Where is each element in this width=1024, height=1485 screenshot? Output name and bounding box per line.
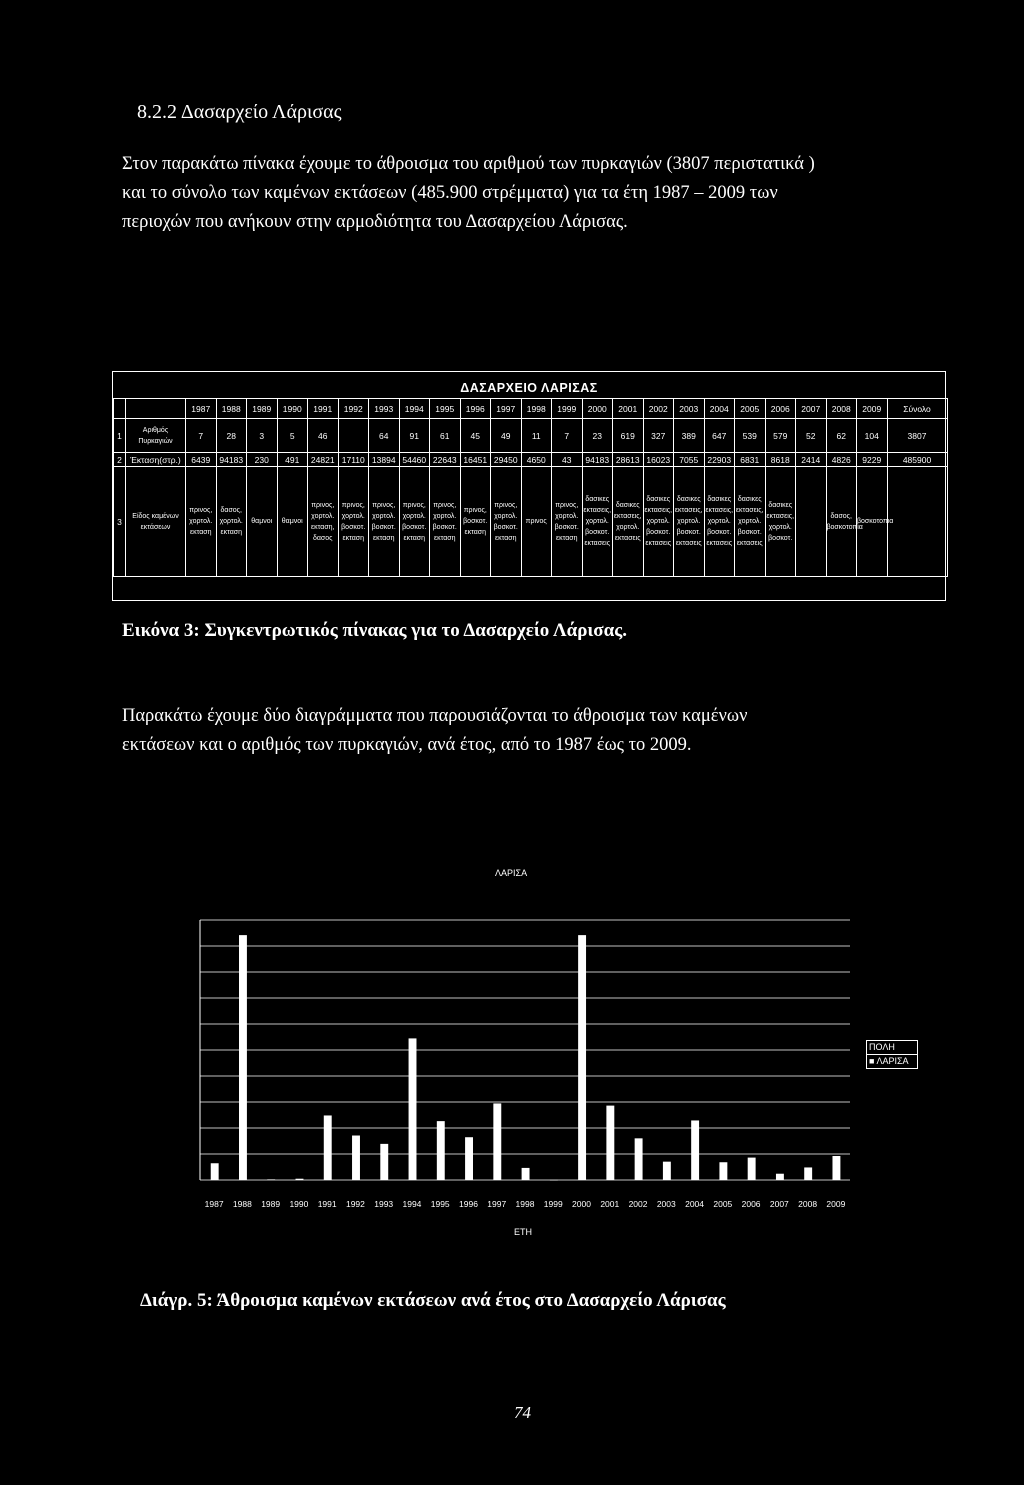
x-axis-label: ΕΤΗ (514, 1227, 532, 1237)
table-cell: πρινος, χορτολ. βοσκοτ. εκταση (430, 467, 461, 577)
x-tick-label: 2007 (769, 1199, 789, 1209)
year-header: 2003 (674, 399, 705, 419)
bar (267, 1179, 275, 1180)
table-cell: πρινος, βοσκοτ. εκταση (460, 467, 491, 577)
bar (550, 1180, 558, 1181)
table-cell: πρινος, χορτολ. βοσκοτ. εκταση (399, 467, 430, 577)
table-cell: 619 (613, 419, 644, 453)
table-cell: 647 (704, 419, 735, 453)
table-cell: 491 (277, 453, 308, 467)
table-cell: 62 (826, 419, 857, 453)
x-tick-label: 2006 (741, 1199, 761, 1209)
row-number: 2 (114, 453, 126, 467)
table-cell: 13894 (369, 453, 400, 467)
table-row (114, 467, 948, 577)
table-cell: πρινος, χορτολ. βοσκοτ. εκταση (369, 467, 400, 577)
bar (719, 1162, 727, 1180)
year-header: 1997 (491, 399, 522, 419)
year-header: 2002 (643, 399, 674, 419)
x-tick-label: 2009 (826, 1199, 846, 1209)
row-total (887, 467, 947, 577)
bar (296, 1179, 304, 1180)
table-cell: 52 (796, 419, 827, 453)
table-cell: 327 (643, 419, 674, 453)
table-cell: 61 (430, 419, 461, 453)
header-blank (114, 399, 126, 419)
table-cell: 2414 (796, 453, 827, 467)
table-cell: 389 (674, 419, 705, 453)
table-cell: 28 (216, 419, 247, 453)
table-cell: βοσκοτοπια (857, 467, 888, 577)
x-tick-label: 1988 (232, 1199, 252, 1209)
table-cell: 17110 (338, 453, 369, 467)
table-cell: πρινος, χορτολ. βοσκοτ. εκταση (552, 467, 583, 577)
bar (437, 1121, 445, 1180)
table-cell: πρινος, χορτολ. βοσκοτ. εκταση (491, 467, 522, 577)
x-tick-label: 1989 (261, 1199, 281, 1209)
year-header: 2000 (582, 399, 613, 419)
table-title: ΔΑΣΑΡΧΕΙΟ ΛΑΡΙΣΑΣ (460, 381, 598, 395)
year-header: 2009 (857, 399, 888, 419)
row-number: 1 (114, 419, 126, 453)
bar (663, 1162, 671, 1180)
bar (691, 1120, 699, 1180)
figure-caption: Εικόνα 3: Συγκεντρωτικός πίνακας για το Δασαρχείο Λάρισας. (122, 620, 627, 641)
table-cell: 54460 (399, 453, 430, 467)
table-cell: 16023 (643, 453, 674, 467)
table-cell: 24821 (308, 453, 339, 467)
year-header: 2007 (796, 399, 827, 419)
row-total: 3807 (887, 419, 947, 453)
x-tick-label: 1997 (487, 1199, 507, 1209)
row-number: 3 (114, 467, 126, 577)
x-tick-label: 1990 (289, 1199, 309, 1209)
table-cell: 579 (765, 419, 796, 453)
year-header: 1998 (521, 399, 552, 419)
row-label: Είδος καμένων εκτάσεων (126, 467, 186, 577)
summary-table (113, 398, 948, 577)
table-cell: 94183 (216, 453, 247, 467)
intro-paragraph (122, 150, 902, 237)
x-tick-label: 2000 (572, 1199, 591, 1209)
bar (635, 1138, 643, 1180)
year-header: 2005 (735, 399, 766, 419)
bar (578, 935, 586, 1180)
table-cell: δασικες εκτασεις, χορτολ. βοσκοτ. εκτασεις (735, 467, 766, 577)
x-tick-label: 1998 (515, 1199, 535, 1209)
table-cell: δασικες εκτασεις, χορτολ. εκτασεις (613, 467, 644, 577)
table-cell: δασικες εκτασεις, χορτολ. βοσκοτ. εκτασεις (674, 467, 705, 577)
section-heading: 8.2.2 Δασαρχείο Λάρισας (137, 101, 342, 123)
year-header: 2001 (613, 399, 644, 419)
table-cell: 94183 (582, 453, 613, 467)
summary-table-frame (112, 371, 946, 601)
table-cell: δασικες εκτασεις, χορτολ. βοσκοτ. εκτασεις (643, 467, 674, 577)
table-cell: 5 (277, 419, 308, 453)
table-cell: 11 (521, 419, 552, 453)
year-header: 1987 (186, 399, 217, 419)
x-tick-label: 2008 (798, 1199, 818, 1209)
year-header: 1989 (247, 399, 278, 419)
x-tick-label: 1992 (345, 1199, 365, 1209)
table-cell: 22643 (430, 453, 461, 467)
year-header: 1990 (277, 399, 308, 419)
table-cell: 4826 (826, 453, 857, 467)
table-cell: 539 (735, 419, 766, 453)
x-tick-label: 1991 (317, 1199, 337, 1209)
table-cell: δασος, βοσκοτοπια (826, 467, 857, 577)
x-tick-label: 2002 (628, 1199, 648, 1209)
year-header: 1992 (338, 399, 369, 419)
year-header: 2006 (765, 399, 796, 419)
bar (804, 1167, 812, 1180)
table-cell: 43 (552, 453, 583, 467)
x-tick-label: 2005 (713, 1199, 733, 1209)
bar (522, 1168, 530, 1180)
year-header: 1995 (430, 399, 461, 419)
table-cell: πρινος (521, 467, 552, 577)
table-cell: 46 (308, 419, 339, 453)
table-cell: 49 (491, 419, 522, 453)
table-cell: 8618 (765, 453, 796, 467)
table-cell: 29450 (491, 453, 522, 467)
table-cell: 7 (552, 419, 583, 453)
table-cell: 23 (582, 419, 613, 453)
bar (239, 935, 247, 1180)
table-cell: 45 (460, 419, 491, 453)
table-cell: 104 (857, 419, 888, 453)
row-total: 485900 (887, 453, 947, 467)
table-cell: 91 (399, 419, 430, 453)
x-tick-label: 1987 (204, 1199, 224, 1209)
table-cell (796, 467, 827, 577)
table-cell: δασικες εκτασεις, χορτολ. βοσκοτ. εκτασεις (582, 467, 613, 577)
total-header: Σύνολο (887, 399, 947, 419)
year-header: 2008 (826, 399, 857, 419)
table-cell: 4650 (521, 453, 552, 467)
table-cell: θαμνοι (277, 467, 308, 577)
table-cell: δασικες εκτασεις, χορτολ. βοσκοτ. εκτασεις (704, 467, 735, 577)
x-tick-label: 1999 (543, 1199, 563, 1209)
year-header: 1999 (552, 399, 583, 419)
x-tick-label: 1994 (402, 1199, 422, 1209)
table-cell: 64 (369, 419, 400, 453)
row-label: Έκταση(στρ.) (126, 453, 186, 467)
bar (748, 1158, 756, 1180)
year-header: 1996 (460, 399, 491, 419)
row-label: Αριθμός Πυρκαγιών (126, 419, 186, 453)
chart-caption: Διάγρ. 5: Άθροισμα καμένων εκτάσεων ανά έτος στο Δασαρχείο Λάρισας (140, 1290, 726, 1311)
x-tick-label: 2003 (656, 1199, 676, 1209)
table-cell: 7 (186, 419, 217, 453)
bar (211, 1163, 219, 1180)
table-cell: 230 (247, 453, 278, 467)
bar (465, 1137, 473, 1180)
table-cell: πρινος, χορτολ. εκταση, δασος (308, 467, 339, 577)
legend-entry: ■ ΛΑΡΙΣΑ (869, 1056, 909, 1066)
bar (352, 1136, 360, 1180)
table-cell: 7055 (674, 453, 705, 467)
chart-title: ΛΑΡΙΣΑ (495, 868, 528, 878)
table-cell: 6831 (735, 453, 766, 467)
table-header-row (114, 399, 948, 419)
bar-chart (180, 910, 870, 1250)
header-blank (126, 399, 186, 419)
table-cell: δασος, χορτολ. εκταση (216, 467, 247, 577)
year-header: 2004 (704, 399, 735, 419)
x-tick-label: 2004 (685, 1199, 705, 1209)
bar (324, 1115, 332, 1180)
bar (409, 1038, 417, 1180)
table-cell (338, 419, 369, 453)
bar (606, 1106, 614, 1180)
table-cell: δασικες εκτασεις, χορτολ. βοσκοτ. (765, 467, 796, 577)
table-cell: 22903 (704, 453, 735, 467)
year-header: 1994 (399, 399, 430, 419)
intro-line: Στον παρακάτω πίνακα έχουμε το άθροισμα του αριθμού των πυρκαγιών (3807 περιστατικά ) (122, 154, 815, 174)
x-tick-label: 1993 (374, 1199, 394, 1209)
intro-line: και το σύνολο των καμένων εκτάσεων (485.900 στρέμματα) για τα έτη 1987 – 2009 των (122, 183, 778, 203)
chart-intro-line: Παρακάτω έχουμε δύο διαγράμματα που παρουσιάζονται το άθροισμα των καμένων (122, 706, 748, 726)
table-cell: 9229 (857, 453, 888, 467)
chart-intro-paragraph (122, 702, 902, 760)
bar (776, 1174, 784, 1180)
legend-title: ΠΟΛΗ (867, 1041, 917, 1055)
x-tick-label: 2001 (600, 1199, 620, 1209)
year-header: 1993 (369, 399, 400, 419)
table-cell: 28613 (613, 453, 644, 467)
page-number: 74 (514, 1403, 531, 1422)
table-cell: 3 (247, 419, 278, 453)
intro-line: περιοχών που ανήκουν στην αρμοδιότητα του Δασαρχείου Λάρισας. (122, 212, 628, 232)
bar (380, 1144, 388, 1180)
chart-intro-line: εκτάσεων και ο αριθμός των πυρκαγιών, ανά έτος, από το 1987 έως το 2009. (122, 735, 692, 755)
table-cell: 6439 (186, 453, 217, 467)
bar (832, 1156, 840, 1180)
bar (493, 1103, 501, 1180)
table-cell: 16451 (460, 453, 491, 467)
x-tick-label: 1996 (459, 1199, 478, 1209)
table-cell: πρινος, χορτολ. βοσκοτ. εκταση (338, 467, 369, 577)
year-header: 1991 (308, 399, 339, 419)
legend-entry-label: ΛΑΡΙΣΑ (876, 1056, 909, 1066)
chart-legend (866, 1040, 918, 1069)
x-tick-label: 1995 (430, 1199, 450, 1209)
table-cell: θαμνοι (247, 467, 278, 577)
table-row (114, 419, 948, 453)
year-header: 1988 (216, 399, 247, 419)
table-cell: πρινος, χορτολ. εκταση (186, 467, 217, 577)
table-row (114, 453, 948, 467)
